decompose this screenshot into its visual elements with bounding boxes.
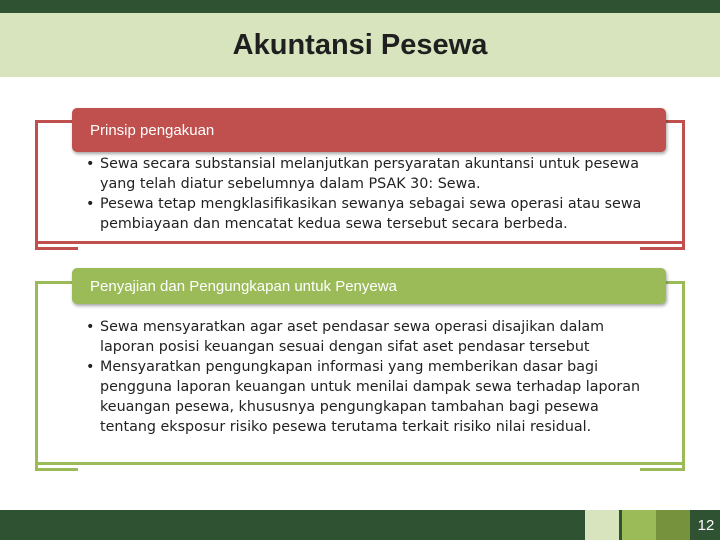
section-2-bottom-border (35, 462, 685, 465)
section-2-right-bracket (640, 281, 685, 471)
section-2-header (72, 268, 666, 304)
section-2-content (86, 317, 646, 437)
section-2-bullet: • Mensyaratkan pengungkapan informasi yang memberikan dasar bagi pengguna laporan keuangan untuk menilai dampak sewa terhadap laporan keuangan pesewa, khususnya pengungkapan tambahan bagi pesewa tentang eksposur risiko pesewa terutama terkait risiko nilai residual. (86, 357, 646, 437)
section-2-bullet: • Sewa mensyaratkan agar aset pendasar sewa operasi disajikan dalam laporan posisi keuangan sesuai dengan sifat aset pendasar tersebut (86, 317, 646, 357)
page-number: 12 (692, 510, 720, 540)
section-1-bullet-list (86, 154, 646, 234)
section-2-bullet-list (86, 317, 646, 437)
top-strip (0, 0, 720, 13)
section-1-bullet: • Pesewa tetap mengklasifikasikan sewanya sebagai sewa operasi atau sewa pembiayaan dan mencatat kedua sewa tersebut secara berbeda. (86, 194, 646, 234)
section-1-header (72, 108, 666, 152)
footer-swatch-dark (656, 510, 690, 540)
footer-swatch-light (585, 510, 619, 540)
section-2-heading: Penyajian dan Pengungkapan untuk Penyewa (90, 277, 397, 295)
section-2-left-bracket (35, 281, 78, 471)
title-band (0, 13, 720, 77)
footer-swatch-mid (622, 510, 656, 540)
section-1-heading: Prinsip pengakuan (90, 121, 215, 139)
section-1-content (86, 154, 646, 234)
section-1-bottom-border (35, 241, 685, 244)
section-1-bullet: • Sewa secara substansial melanjutkan persyaratan akuntansi untuk pesewa yang telah diatur sebelumnya dalam PSAK 30: Sewa. (86, 154, 646, 194)
slide-title: Akuntansi Pesewa (232, 28, 488, 61)
